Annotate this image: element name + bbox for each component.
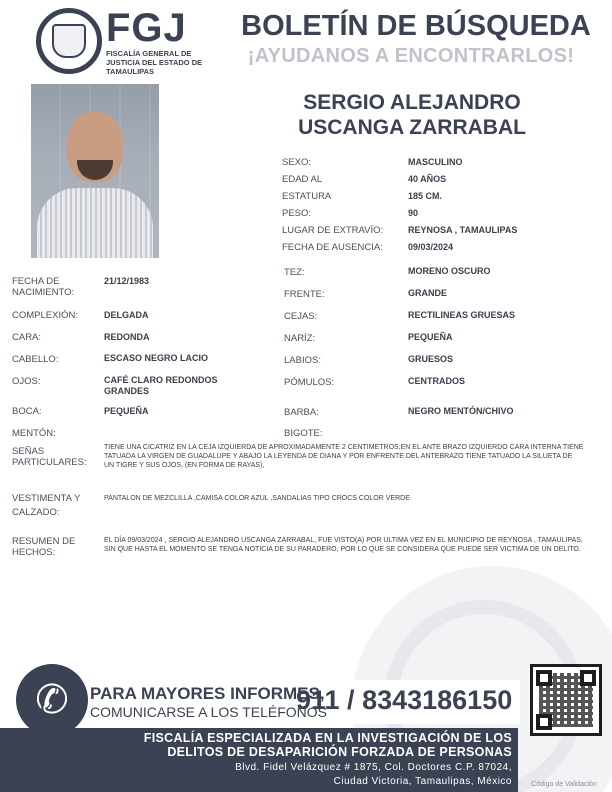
detail-label-birthdate: FECHA DE NACIMIENTO:: [12, 276, 75, 298]
detail-value-height: 185 CM.: [408, 191, 443, 201]
detail-value-mouth: PEQUEÑA: [104, 406, 149, 416]
phone-icon: ✆: [35, 678, 69, 722]
detail-value-absence-date: 09/03/2024: [408, 242, 454, 252]
detail-label-cheekbones: PÓMULOS:: [284, 377, 335, 388]
detail-value-sex: MASCULINO: [408, 157, 463, 167]
clothing-text: PANTALON DE MEZCLILLA ,CAMISA COLOR AZUL ,SANDALIAS TIPO CROCS COLOR VERDE: [104, 495, 410, 502]
detail-label-chin: MENTÓN:: [12, 428, 56, 439]
detail-label-place: LUGAR DE EXTRAVÍO:: [282, 225, 384, 236]
summary-text: EL DÍA 09/03/2024 , SERGIO ALEJANDRO USCANGA ZARRABAL, FUE VISTO(A) POR ULTIMA VEZ EN EL MUNICIPIO DE REYNOSA , TAMAULIPAS, SIN QUE HASTA EL MOMENTO SE TENGA NOTICIA DE SU PARADERO, POR LO QUE SE CONSIDERA QUE PUEDE SER VICTIMA DE UN DELITO.: [104, 537, 583, 553]
detail-label-weight: PESO:: [282, 208, 312, 219]
detail-value-beard: NEGRO MENTÓN/CHIVO: [408, 406, 514, 416]
clothing-label: VESTIMENTA Y CALZADO:: [12, 493, 81, 518]
person-name-line2: USCANGA ZARRABAL: [298, 116, 526, 139]
detail-label-face: CARA:: [12, 332, 42, 343]
coat-of-arms-icon: [52, 24, 86, 58]
marks-label: SEÑAS PARTICULARES:: [12, 446, 87, 468]
bulletin-title: BOLETÍN DE BÚSQUEDA: [241, 10, 591, 42]
detail-label-lips: LABIOS:: [284, 355, 321, 366]
detail-label-height: ESTATURA: [282, 191, 332, 202]
detail-label-beard: BARBA:: [284, 407, 319, 418]
detail-value-complexion: MORENO OSCURO: [408, 266, 491, 276]
detail-label-build: COMPLEXIÓN:: [12, 310, 78, 321]
fgj-logo-subtitle: FISCALÍA GENERAL DE JUSTICIA DEL ESTADO DE TAMAULIPAS: [106, 49, 203, 76]
qr-eye-bottom-left: [536, 714, 552, 730]
detail-value-place: REYNOSA , TAMAULIPAS: [408, 225, 518, 235]
detail-value-face: REDONDA: [104, 332, 150, 342]
bulletin-subtitle: ¡AYUDANOS A ENCONTRARLOS!: [247, 45, 575, 67]
qr-caption: Código de Validación: [531, 781, 597, 788]
photo-shirt: [37, 188, 153, 258]
detail-label-eyebrows: CEJAS:: [284, 311, 318, 322]
missing-person-photo: [31, 84, 159, 258]
detail-label-complexion: TEZ:: [284, 267, 305, 278]
detail-value-hair: ESCASO NEGRO LACIO: [104, 353, 209, 363]
qr-eye-top-left: [536, 670, 552, 686]
person-name: [262, 90, 562, 140]
detail-value-eyes: CAFÉ CLARO REDONDOS GRANDES: [104, 375, 218, 396]
fgj-logo-text: FGJ: [106, 6, 187, 50]
detail-value-nose: PEQUEÑA: [408, 332, 453, 342]
person-name-line1: SERGIO ALEJANDRO: [303, 91, 521, 114]
detail-label-mouth: BOCA:: [12, 406, 42, 417]
detail-label-eyes: OJOS:: [12, 376, 41, 387]
detail-label-mustache: BIGOTE:: [284, 428, 323, 439]
agency-name: [120, 731, 512, 759]
detail-value-build: DELGADA: [104, 310, 149, 320]
qr-eye-top-right: [580, 670, 596, 686]
address-line2: Ciudad Victoria, Tamaulipas, México: [333, 776, 512, 787]
marks-text: TIENE UNA CICATRIZ EN LA CEJA IZQUIERDA DE APROXIMADAMENTE 2 CENTIMETROS,EN EL ANTE BRAZO IZQUIERDO CARA INTERNA TIENE TATUADA LA VIRGEN DE GUADALUPE Y ABAJO LA LEYENDA DE DIANA Y POR ENFRENTE DEL ANTEBRAZO TIENE TATUADO LA SILUETA DE UN TIGRE Y SUS OJOS, (EN FORMA DE RAYAS),: [104, 444, 584, 469]
detail-value-age: 40 AÑOS: [408, 174, 447, 184]
detail-value-birthdate: 21/12/1983: [104, 276, 150, 286]
detail-label-nose: NARÍZ:: [284, 333, 316, 344]
phone-numbers[interactable]: 911 / 8343186150: [296, 685, 513, 715]
detail-value-weight: 90: [408, 208, 419, 218]
qr-code-icon[interactable]: [530, 664, 602, 736]
detail-label-forehead: FRENTE:: [284, 289, 325, 300]
agency-line2: DELITOS DE DESAPARICIÓN FORZADA DE PERSONAS: [167, 745, 512, 759]
more-info-text: PARA MAYORES INFORMES,: [90, 684, 325, 703]
detail-label-hair: CABELLO:: [12, 354, 59, 365]
address-line1: Blvd. Fidel Velázquez # 1875, Col. Doctores C.P. 87024,: [235, 762, 512, 773]
detail-value-lips: GRUESOS: [408, 354, 454, 364]
detail-value-cheekbones: CENTRADOS: [408, 376, 466, 386]
detail-label-sex: SEXO:: [282, 157, 312, 168]
summary-label: RESUMEN DE HECHOS:: [12, 536, 76, 558]
detail-label-absence-date: FECHA DE AUSENCIA:: [282, 242, 383, 253]
detail-value-forehead: GRANDE: [408, 288, 448, 298]
agency-line1: FISCALÍA ESPECIALIZADA EN LA INVESTIGACIÓN DE LOS: [143, 731, 512, 745]
detail-value-eyebrows: RECTILINEAS GRUESAS: [408, 310, 516, 320]
detail-label-age: EDAD AL: [282, 174, 323, 185]
call-text: COMUNICARSE A LOS TELÉFONOS: [90, 704, 328, 720]
